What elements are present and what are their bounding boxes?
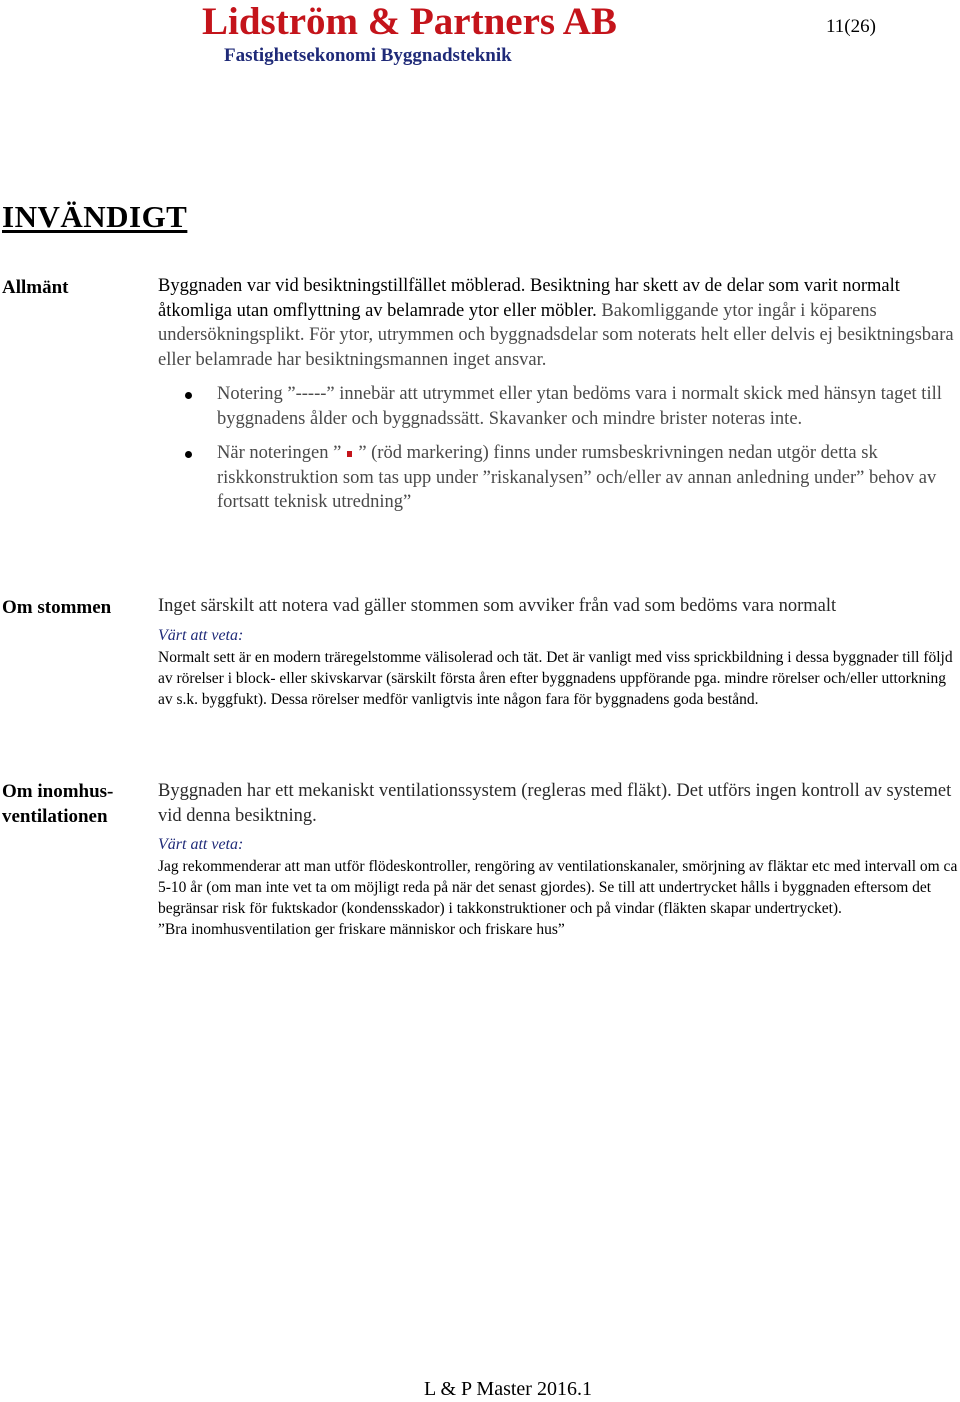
page-number: 11(26)	[826, 16, 876, 37]
stommen-text: Inget särskilt att notera vad gäller stommen som avviker från vad som bedöms vara normalt	[158, 596, 837, 616]
label-stommen: Om stommen	[2, 597, 112, 618]
company-name: Lidström & Partners AB	[202, 0, 617, 43]
allmant-intro	[158, 274, 958, 372]
bullet-text-pre: När noteringen ”	[217, 443, 342, 463]
red-marker-icon	[347, 451, 352, 457]
label-ventilation	[2, 779, 113, 829]
ventilation-value-text: Jag rekommenderar att man utför flödeskontroller, rengöring av ventilationskanaler, smörjning av fläktar etc med intervall om ca 5-10 år (om man inte vet ta om möjligt reda på när det senast gjordes). Se till att undertrycket hålls i byggnaden eftersom det begränsar risk för fuktskador (kondensskador) i takkonstruktioner och på vindar (fläkten skapar undertrycket).	[158, 858, 958, 917]
stommen-value-text: Normalt sett är en modern träregelstomme välisolerad och tät. Det är vanligt med viss sprickbildning i dessa byggnader till följd av rörelser i block- eller skivskarvar (särskilt första åren efter byggnadens uppförande pga. mindre rörelser och/eller uttorkning av s.k. byggfukt). Dessa rörelser medför vanligtvis inte någon fara för byggnadens goda bestånd.	[158, 648, 953, 708]
ventilation-value-heading: Värt att veta:	[158, 836, 244, 853]
section-title: INVÄNDIGT	[2, 199, 188, 234]
allmant-content	[158, 274, 958, 525]
footer-version: L & P Master 2016.1	[424, 1378, 592, 1400]
allmant-intro-a: Byggnaden var vid besiktningstillfället möblerad. Besiktning har skett av de delar som varit normalt åtkomliga utan omflyttning av belamrade ytor eller möbler.	[158, 276, 900, 321]
allmant-bullet-list	[158, 382, 958, 515]
ventilation-text: Byggnaden har ett mekaniskt ventilationssystem (regleras med fläkt). Det utförs ingen kontroll av systemet vid denna besiktning.	[158, 781, 952, 826]
bullet-text: Notering ”-----” innebär att utrymmet eller ytan bedöms vara i normalt skick med hänsyn taget till byggnadens ålder och byggnadssätt. Skavanker och mindre brister noteras inte.	[217, 384, 942, 429]
list-item	[158, 382, 958, 431]
ventilation-quote: ”Bra inomhusventilation ger friskare människor och friskare hus”	[158, 921, 565, 938]
stommen-content	[158, 594, 958, 710]
label-ventilation-line2: ventilationen	[2, 806, 108, 827]
label-allmant: Allmänt	[2, 277, 69, 298]
bullet-icon	[185, 451, 192, 458]
bullet-icon	[185, 392, 192, 399]
list-item	[158, 441, 958, 515]
company-tagline: Fastighetsekonomi Byggnadsteknik	[224, 45, 512, 66]
label-ventilation-line1: Om inomhus-	[2, 781, 114, 802]
stommen-value-heading: Värt att veta:	[158, 626, 244, 644]
bullet-text-post: ” (röd markering) finns under rumsbeskrivningen nedan utgör detta sk riskkonstruktion som tas upp under ”riskanalysen” och/eller av annan anledning under” behov av fortsatt teknisk utredning”	[217, 443, 937, 512]
allmant-intro-b: Bakomliggande ytor ingår i köparens undersökningsplikt. För ytor, utrymmen och byggnadsdelar som noterats helt eller delvis ej besiktningsbara eller belamrade har besiktningsmannen inget ansvar.	[158, 300, 954, 370]
ventilation-content	[158, 779, 958, 940]
